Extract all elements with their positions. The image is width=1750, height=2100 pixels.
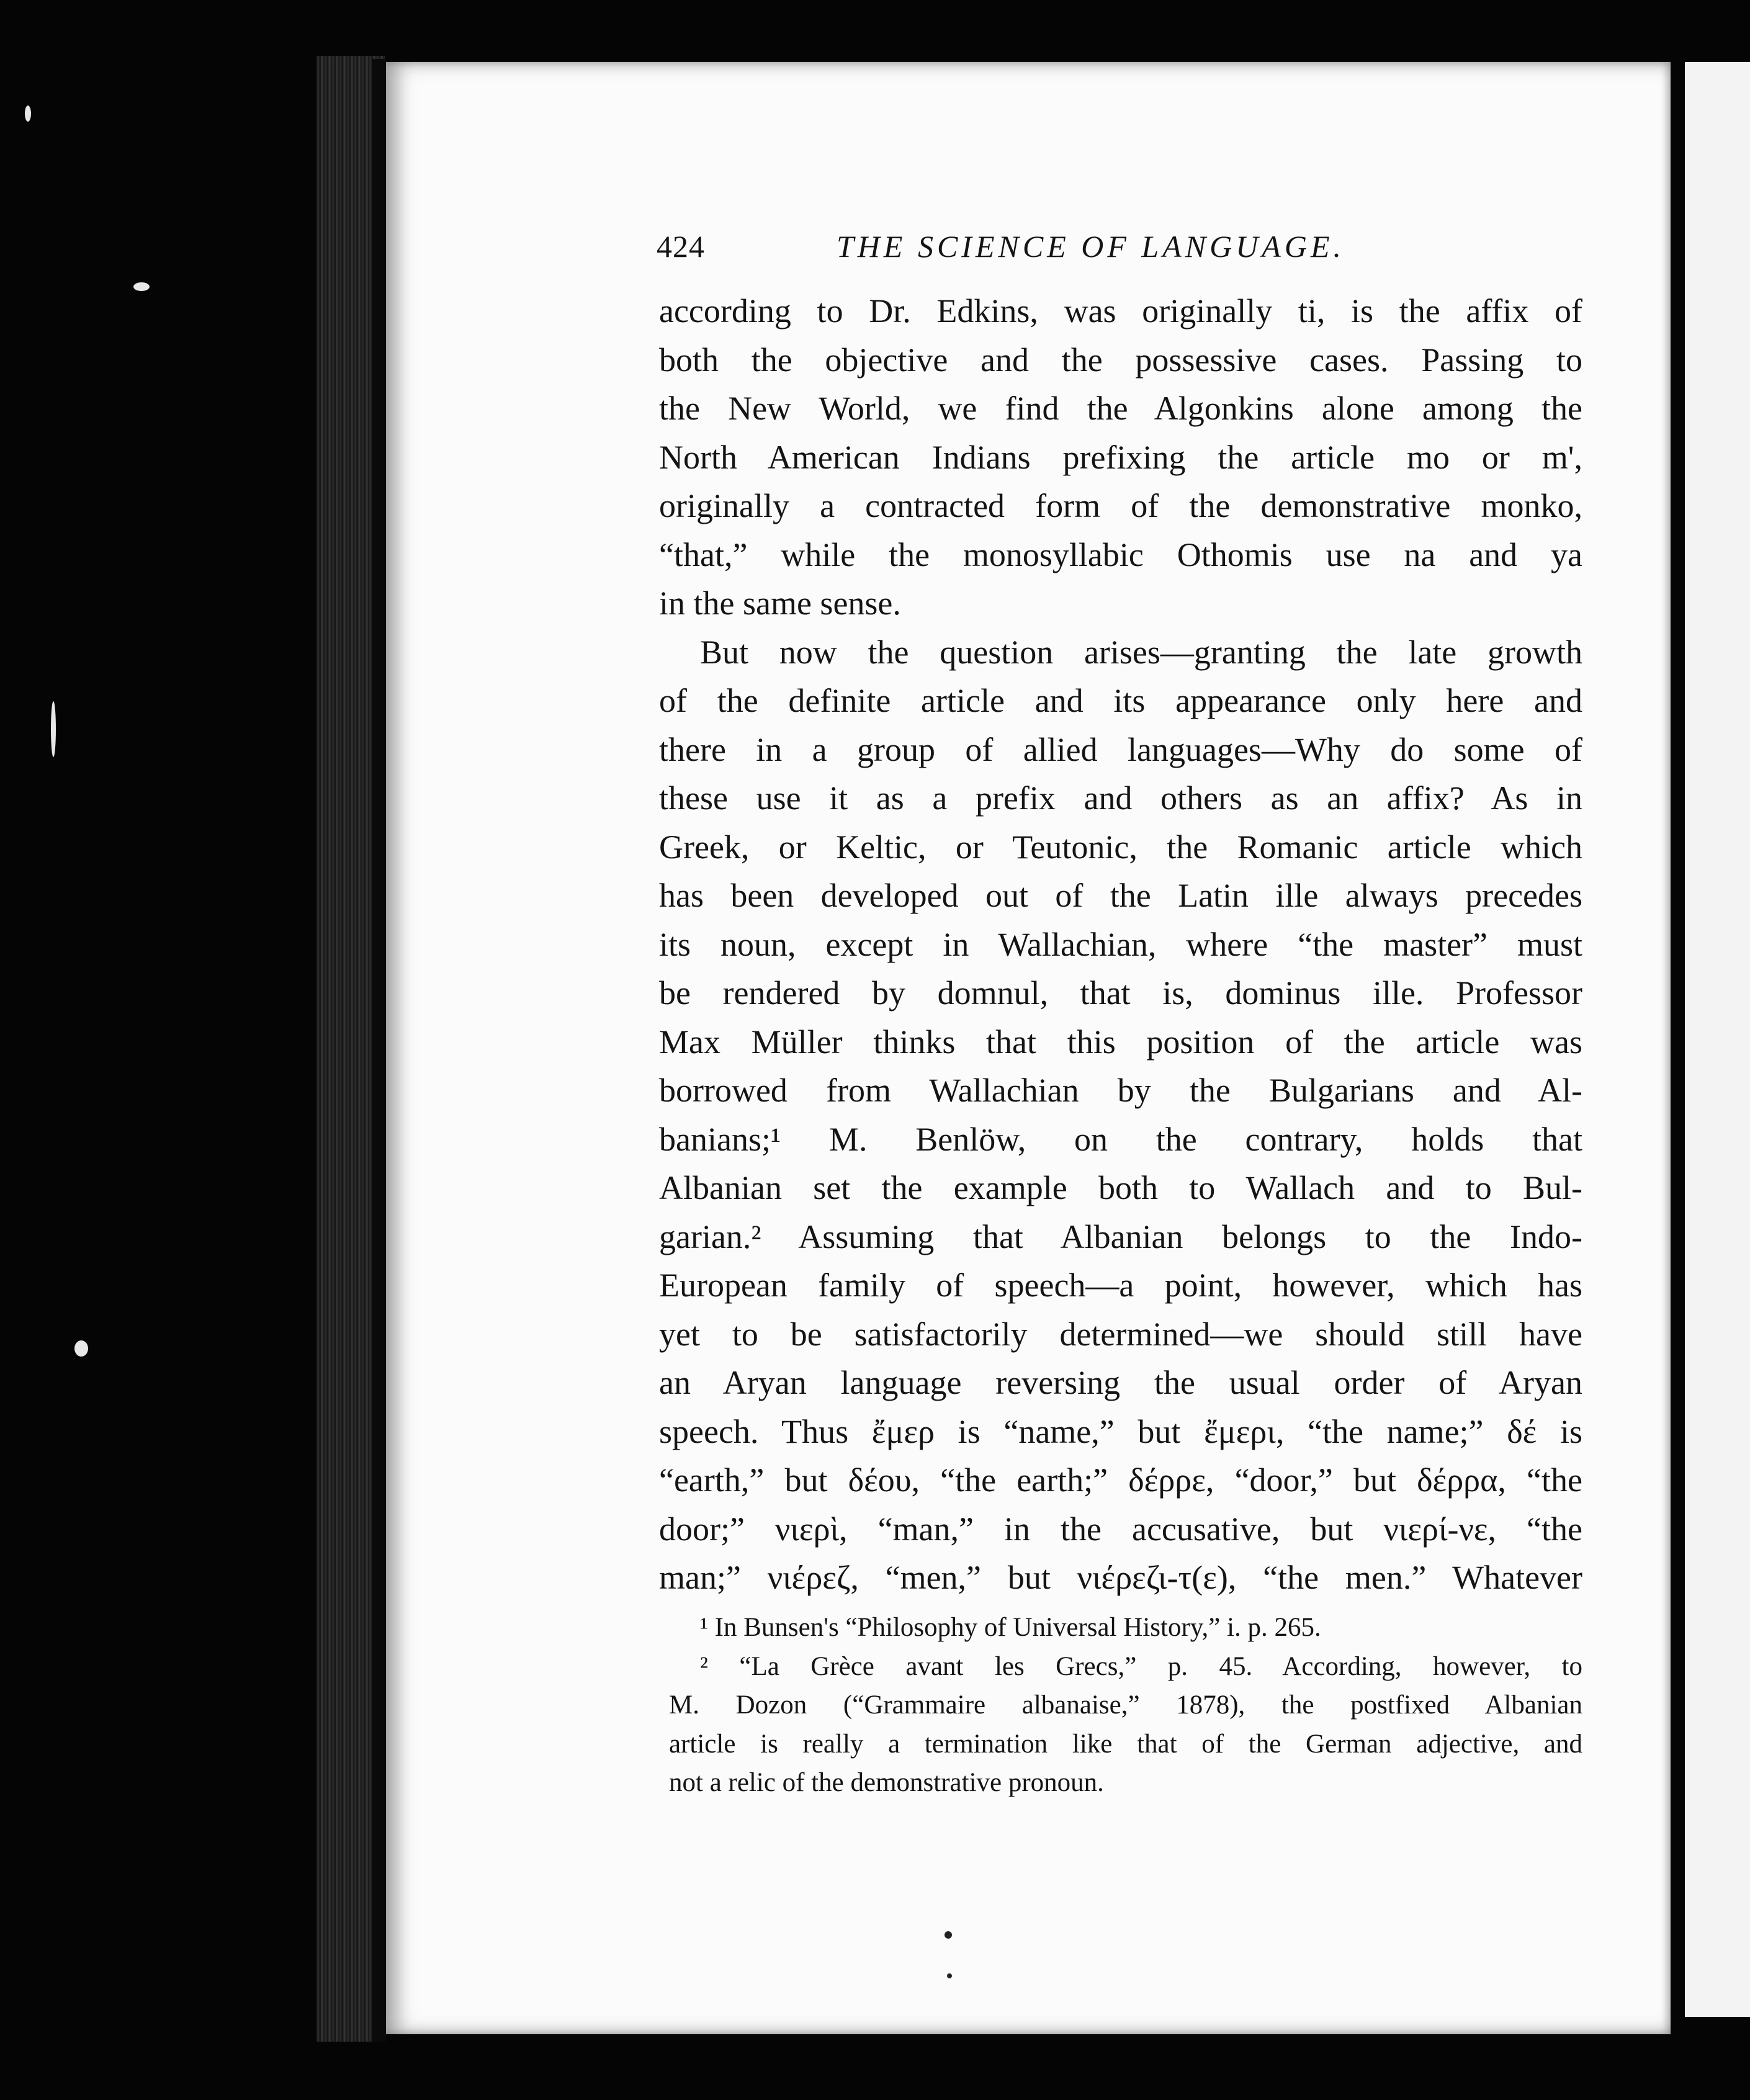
text-line: speech. Thus ἔμερ is “name,” but ἔμερι, “the name;” δέ is bbox=[659, 1412, 1582, 1450]
text-line: an Aryan language reversing the usual order of Aryan bbox=[659, 1364, 1582, 1401]
text-line: borrowed from Wallachian by the Bulgarians and Al- bbox=[659, 1072, 1582, 1109]
text-line: Max Müller thinks that this position of the article was bbox=[659, 1023, 1582, 1061]
text-line: European family of speech—a point, however, which has bbox=[659, 1267, 1582, 1304]
text-line: door;” νιερὶ, “man,” in the accusative, but νιερί-νε, “the bbox=[659, 1510, 1582, 1548]
text-line: in the same sense. bbox=[659, 585, 901, 622]
text-line: the New World, we find the Algonkins alone among the bbox=[659, 390, 1582, 427]
text-line: of the definite article and its appearance only here and bbox=[659, 682, 1582, 719]
text-line: garian.² Assuming that Albanian belongs to the Indo- bbox=[659, 1218, 1582, 1255]
text-line: these use it as a prefix and others as an affix? As in bbox=[659, 779, 1582, 817]
text-line: man;” νιέρεζ, “men,” but νιέρεζι-τ(ε), “the men.” Whatever bbox=[659, 1559, 1582, 1596]
text-line: has been developed out of the Latin ille always precedes bbox=[659, 877, 1582, 914]
text-line: according to Dr. Edkins, was originally ti, is the affix of bbox=[659, 292, 1582, 330]
scan-speck bbox=[133, 282, 150, 291]
scan-speck bbox=[74, 1340, 88, 1357]
ink-dot bbox=[945, 1931, 952, 1939]
text-line: “earth,” but δέου, “the earth;” δέρρε, “door,” but δέρρα, “the bbox=[659, 1461, 1582, 1499]
page-header bbox=[657, 228, 1606, 272]
text-line: both the objective and the possessive cases. Passing to bbox=[659, 341, 1582, 379]
footnote-line: ¹ In Bunsen's “Philosophy of Universal History,” i. p. 265. bbox=[700, 1613, 1321, 1642]
footnote-line: M. Dozon (“Grammaire albanaise,” 1878), the postfixed Albanian bbox=[669, 1690, 1582, 1720]
scan-speck bbox=[51, 701, 56, 757]
footnote-line: ² “La Grèce avant les Grecs,” p. 45. According, however, to bbox=[700, 1651, 1582, 1681]
book-gutter bbox=[372, 59, 386, 2042]
ink-dot bbox=[947, 1973, 952, 1978]
facing-page-edge bbox=[1685, 62, 1750, 2017]
text-line: Greek, or Keltic, or Teutonic, the Romanic article which bbox=[659, 828, 1582, 866]
text-line: But now the question arises—granting the late growth bbox=[700, 633, 1582, 671]
running-head: THE SCIENCE OF LANGUAGE. bbox=[837, 229, 1345, 264]
text-line: North American Indians prefixing the article mo or m', bbox=[659, 438, 1582, 476]
text-line: there in a group of allied languages—Why do some of bbox=[659, 730, 1582, 768]
body-text bbox=[659, 287, 1582, 1602]
text-line: banians;¹ M. Benlöw, on the contrary, holds that bbox=[659, 1120, 1582, 1158]
scan-speck bbox=[25, 105, 31, 122]
footnote-line: article is really a termination like that of the German adjective, and bbox=[669, 1729, 1582, 1759]
text-line: originally a contracted form of the demonstrative monko, bbox=[659, 487, 1582, 524]
text-line: yet to be satisfactorily determined—we should still have bbox=[659, 1315, 1582, 1353]
text-line: Albanian set the example both to Wallach and to Bul- bbox=[659, 1169, 1582, 1206]
text-line: “that,” while the monosyllabic Othomis use na and ya bbox=[659, 536, 1582, 573]
text-line: its noun, except in Wallachian, where “the master” must bbox=[659, 925, 1582, 963]
text-line: be rendered by domnul, that is, dominus ille. Professor bbox=[659, 974, 1582, 1012]
footnote-line: not a relic of the demonstrative pronoun. bbox=[669, 1768, 1104, 1797]
page-number: 424 bbox=[657, 229, 705, 264]
footnotes bbox=[669, 1609, 1582, 1803]
